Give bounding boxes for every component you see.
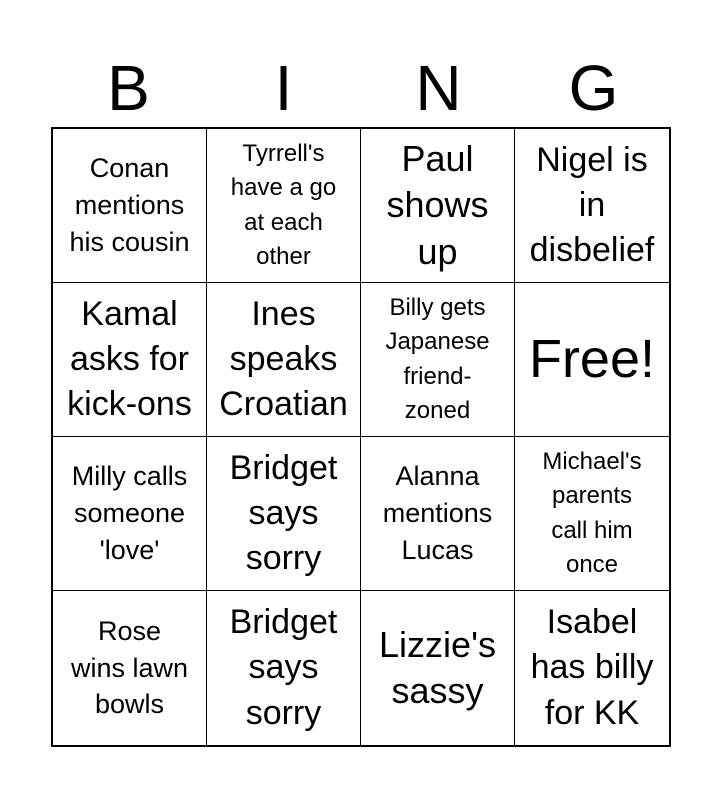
bingo-cell-r4c4[interactable] [515, 591, 669, 745]
bingo-cell-label: Michael's parents call him once [542, 448, 642, 578]
header-letter-i: I [274, 52, 293, 124]
header-letter-b: B [107, 52, 150, 124]
bingo-cell-r3c4[interactable] [515, 437, 669, 591]
header-letter-n: N [415, 52, 462, 124]
bingo-cell-r3c3[interactable] [361, 437, 515, 591]
bingo-cell-r4c1[interactable] [53, 591, 207, 745]
bingo-header [51, 48, 671, 128]
header-letter-g: G [568, 52, 619, 124]
bingo-cell-label: Bridget says sorry [229, 603, 338, 732]
bingo-cell-label: Alanna mentions Lucas [382, 461, 493, 565]
bingo-cell-r3c2[interactable] [207, 437, 361, 591]
bingo-cell-label: Billy gets Japanese friend- zoned [385, 294, 490, 424]
bingo-cell-label: Ines speaks Croatian [219, 294, 348, 424]
bingo-board [51, 127, 671, 747]
bingo-cell-label: Conan mentions his cousin [69, 153, 190, 257]
bingo-cell-label: Milly calls someone 'love' [71, 461, 188, 565]
bingo-cell-r1c3[interactable] [361, 129, 515, 283]
bingo-cell-r3c1[interactable] [53, 437, 207, 591]
bingo-cell-r4c3[interactable] [361, 591, 515, 745]
bingo-cell-label: Rose wins lawn bowls [70, 615, 189, 720]
bingo-cell-r2c1[interactable] [53, 283, 207, 437]
bingo-cell-r1c4[interactable] [515, 129, 669, 283]
bingo-cell-r1c2[interactable] [207, 129, 361, 283]
bingo-cell-r2c2[interactable] [207, 283, 361, 437]
bingo-cell-label: Tyrrell's have a go at each other [230, 140, 337, 270]
bingo-cell-label: Lizzie's sassy [379, 623, 496, 711]
bingo-cell-label: Kamal asks for kick-ons [67, 294, 192, 424]
bingo-cell-r4c2[interactable] [207, 591, 361, 745]
bingo-cell-label: Paul shows up [386, 138, 489, 272]
bingo-cell-r2c3[interactable] [361, 283, 515, 437]
bingo-cell-label: Nigel is in disbelief [529, 140, 655, 270]
bingo-cell-label: Isabel has billy for KK [530, 603, 654, 732]
free-space-label: Free! [528, 328, 656, 389]
bingo-cell-label: Bridget says sorry [229, 448, 338, 578]
bingo-cell-r1c1[interactable] [53, 129, 207, 283]
bingo-cell-free[interactable] [515, 283, 669, 437]
